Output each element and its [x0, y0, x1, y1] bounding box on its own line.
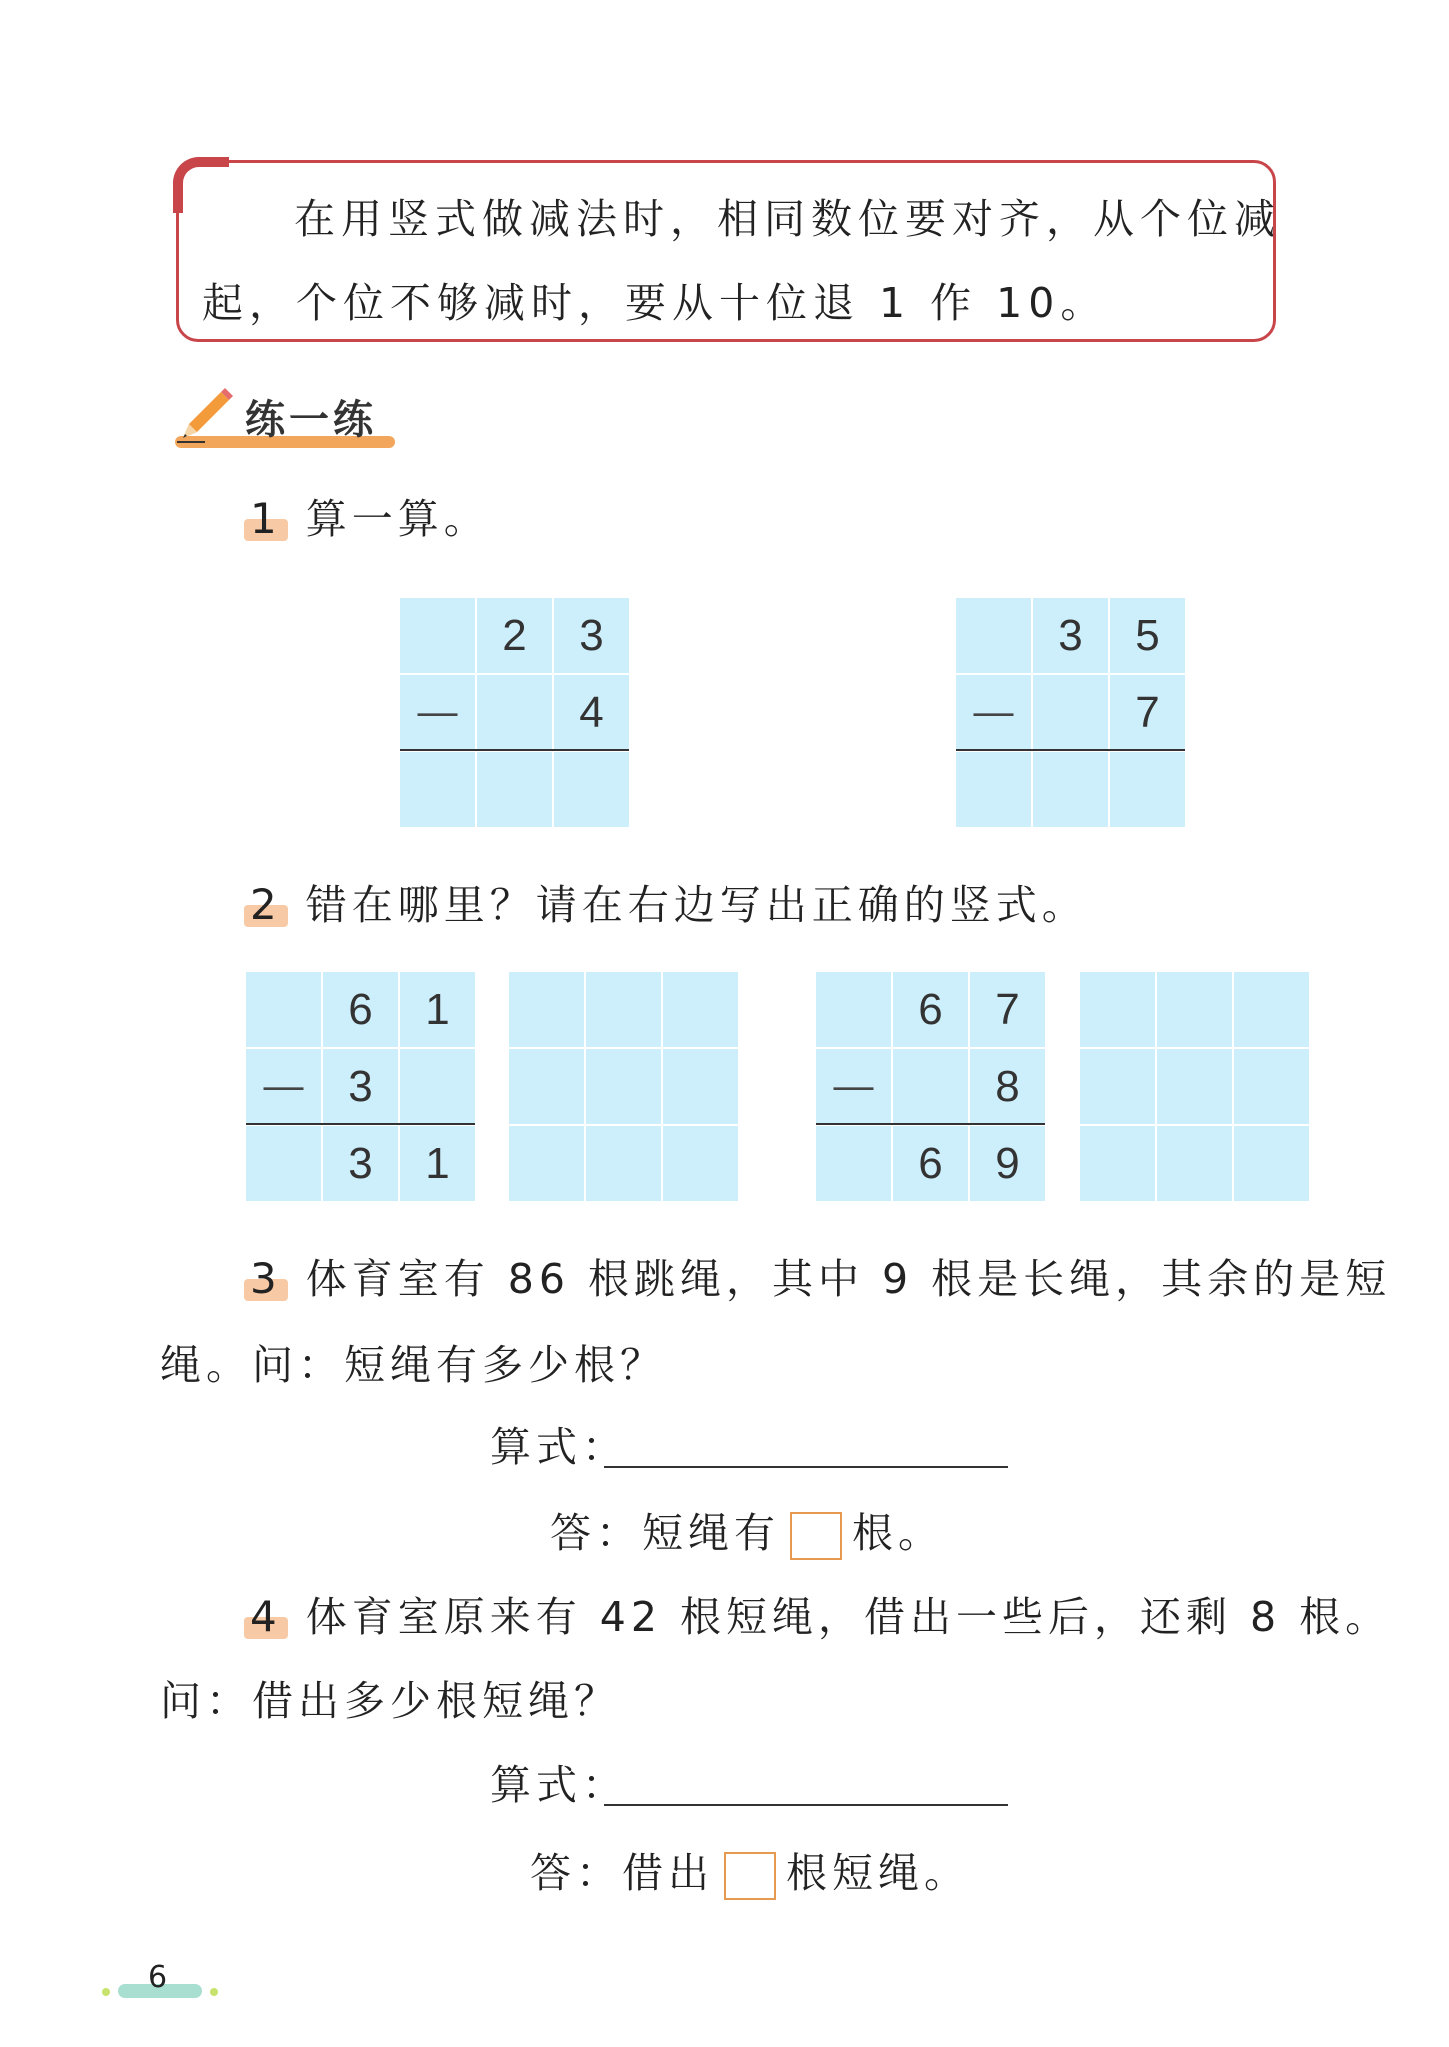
answer-cell[interactable] [586, 1126, 661, 1201]
grid-cell: 9 [970, 1126, 1045, 1201]
q4-answer-box[interactable] [724, 1852, 776, 1900]
q2-text: 错在哪里？请在右边写出正确的竖式。 [305, 881, 1088, 929]
grid-cell: 6 [893, 1126, 968, 1201]
subtraction-rule [246, 1123, 475, 1125]
rule-text-line2: 起，个位不够减时，要从十位退 1 作 10。 [202, 279, 1108, 327]
q4-text-line1: 体育室原来有 42 根短绳，借出一些后，还剩 8 根。 [305, 1593, 1392, 1641]
grid-cell: 3 [323, 1126, 398, 1201]
answer-cell[interactable] [586, 972, 661, 1047]
subtraction-rule [816, 1123, 1045, 1125]
grid-cell [400, 1049, 475, 1124]
q3-formula-blank[interactable] [604, 1466, 1008, 1468]
answer-cell[interactable] [1234, 1126, 1309, 1201]
answer-cell[interactable] [663, 1126, 738, 1201]
q4-line1 [244, 1584, 1391, 1643]
grid-cell: 2 [477, 598, 552, 673]
answer-cell[interactable] [477, 752, 552, 827]
q3-formula-label: 算式： [490, 1423, 628, 1471]
grid-cell [1033, 675, 1108, 750]
answer-cell[interactable] [509, 1126, 584, 1201]
rule-text-line1: 在用竖式做减法时，相同数位要对齐，从个位减 [294, 195, 1281, 243]
answer-cell[interactable] [509, 1049, 584, 1124]
answer-cell[interactable] [400, 752, 475, 827]
q1-grid-2 [956, 598, 1185, 827]
grid-cell [246, 1126, 321, 1201]
grid-cell: 1 [400, 1126, 475, 1201]
page-number: 6 [148, 1960, 168, 1995]
minus-sign: — [816, 1049, 891, 1124]
grid-cell: 3 [1033, 598, 1108, 673]
grid-cell [816, 1126, 891, 1201]
grid-cell: 4 [554, 675, 629, 750]
q4-text-line2: 问：借出多少根短绳？ [160, 1677, 620, 1725]
decor-dot [210, 1988, 218, 1996]
q3-answer-prefix: 答：短绳有 [550, 1509, 780, 1557]
subtraction-rule [400, 749, 629, 751]
answer-cell[interactable] [1080, 1049, 1155, 1124]
grid-cell [893, 1049, 968, 1124]
q4-answer-suffix: 根短绳。 [786, 1849, 970, 1897]
answer-cell[interactable] [1234, 972, 1309, 1047]
answer-cell[interactable] [1234, 1049, 1309, 1124]
grid-cell [816, 972, 891, 1047]
q1-number: 1 [244, 494, 288, 543]
grid-cell [400, 598, 475, 673]
q2-grid-wrong-2 [816, 972, 1045, 1201]
grid-cell: 8 [970, 1049, 1045, 1124]
q2-grid-wrong-1 [246, 972, 475, 1201]
grid-cell [477, 675, 552, 750]
q4-answer-line [530, 1840, 970, 1900]
practice-header [175, 388, 405, 448]
answer-cell[interactable] [1110, 752, 1185, 827]
answer-cell[interactable] [554, 752, 629, 827]
q3-answer-box[interactable] [790, 1512, 842, 1560]
q4-formula-blank[interactable] [604, 1804, 1008, 1806]
q2-grid-correct-2 [1080, 972, 1309, 1201]
q4-formula-label: 算式： [490, 1761, 628, 1809]
minus-sign: — [400, 675, 475, 750]
grid-cell: 1 [400, 972, 475, 1047]
grid-cell: 7 [970, 972, 1045, 1047]
answer-cell[interactable] [586, 1049, 661, 1124]
page-number-badge [118, 1960, 202, 1995]
pencil-icon [175, 384, 235, 444]
minus-sign: — [956, 675, 1031, 750]
q3-text-line1: 体育室有 86 根跳绳，其中 9 根是长绳，其余的是短 [305, 1255, 1392, 1303]
answer-cell[interactable] [1080, 972, 1155, 1047]
q3-text-line2: 绳。问：短绳有多少根？ [160, 1341, 666, 1389]
grid-cell: 6 [323, 972, 398, 1047]
answer-cell[interactable] [956, 752, 1031, 827]
answer-cell[interactable] [1157, 1126, 1232, 1201]
q2-line [244, 872, 1088, 931]
answer-cell[interactable] [1033, 752, 1108, 827]
grid-cell [246, 972, 321, 1047]
q1-text: 算一算。 [305, 495, 490, 543]
minus-sign: — [246, 1049, 321, 1124]
grid-cell: 3 [554, 598, 629, 673]
answer-cell[interactable] [663, 1049, 738, 1124]
q3-number: 3 [244, 1254, 288, 1303]
answer-cell[interactable] [1157, 1049, 1232, 1124]
practice-title: 练一练 [245, 397, 377, 443]
q2-number: 2 [244, 880, 288, 929]
grid-cell: 3 [323, 1049, 398, 1124]
q3-answer-line [550, 1500, 944, 1560]
answer-cell[interactable] [1157, 972, 1232, 1047]
q1-grid-1 [400, 598, 629, 827]
answer-cell[interactable] [1080, 1126, 1155, 1201]
grid-cell [956, 598, 1031, 673]
q1-line [244, 486, 490, 545]
subtraction-rule [956, 749, 1185, 751]
q4-answer-prefix: 答：借出 [530, 1849, 714, 1897]
answer-cell[interactable] [509, 972, 584, 1047]
q3-line1 [244, 1246, 1391, 1305]
grid-cell: 5 [1110, 598, 1185, 673]
grid-cell: 7 [1110, 675, 1185, 750]
decor-dot [102, 1988, 110, 1996]
answer-cell[interactable] [663, 972, 738, 1047]
grid-cell: 6 [893, 972, 968, 1047]
q4-number: 4 [244, 1592, 288, 1641]
q2-grid-correct-1 [509, 972, 738, 1201]
q3-answer-suffix: 根。 [852, 1509, 944, 1557]
